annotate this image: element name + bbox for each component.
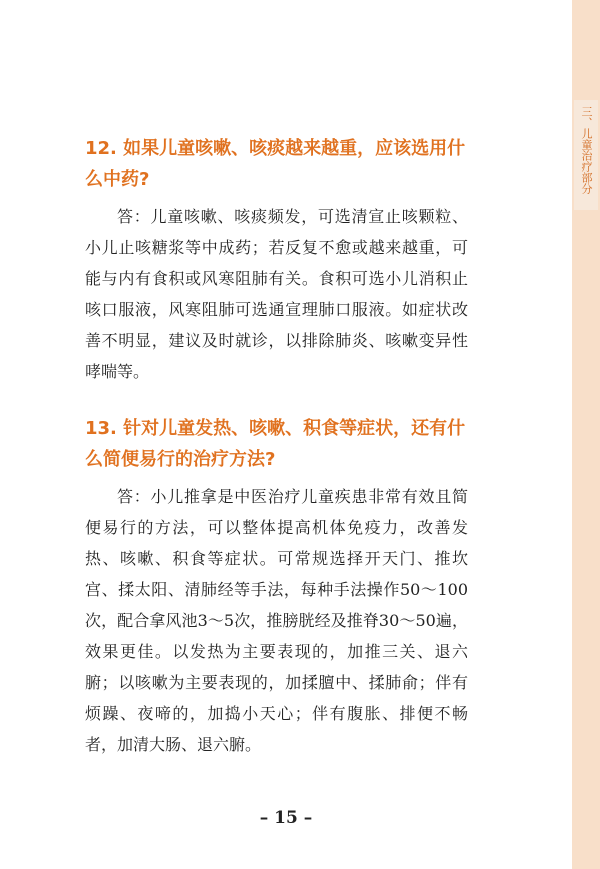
question-title: 12. 如果儿童咳嗽、咳痰越来越重，应该选用什么中药?	[85, 138, 466, 190]
question-section-13	[85, 413, 468, 760]
page-number: – 15 –	[259, 808, 313, 828]
chapter-side-tab	[572, 0, 600, 869]
chapter-label: 三、儿童治疗部分	[574, 100, 598, 210]
question-section-12	[85, 133, 468, 387]
question-title: 13. 针对儿童发热、咳嗽、积食等症状，还有什么简便易行的治疗方法?	[85, 418, 466, 470]
answer-text: 答：小儿推拿是中医治疗儿童疾患非常有效且简便易行的方法，可以整体提高机体免疫力，改善发热、咳嗽、积食等症状。可常规选择开天门、推坎宫、揉太阳、清肺经等手法，每种手法操作50～100次，配合拿风池3～5次，推膀胱经及推脊30～50遍，效果更佳。以发热为主要表现的，加推三关、退六腑；以咳嗽为主要表现的，加揉膻中、揉肺俞；伴有烦躁、夜啼的，加捣小天心；伴有腹胀、排便不畅者，加清大肠、退六腑。	[85, 487, 468, 754]
answer-text: 答：儿童咳嗽、咳痰频发，可选清宣止咳颗粒、小儿止咳糖浆等中成药；若反复不愈或越来越重，可能与内有食积或风寒阻肺有关。食积可选小儿消积止咳口服液，风寒阻肺可选通宣理肺口服液。如症状改善不明显，建议及时就诊，以排除肺炎、咳嗽变异性哮喘等。	[85, 207, 468, 381]
